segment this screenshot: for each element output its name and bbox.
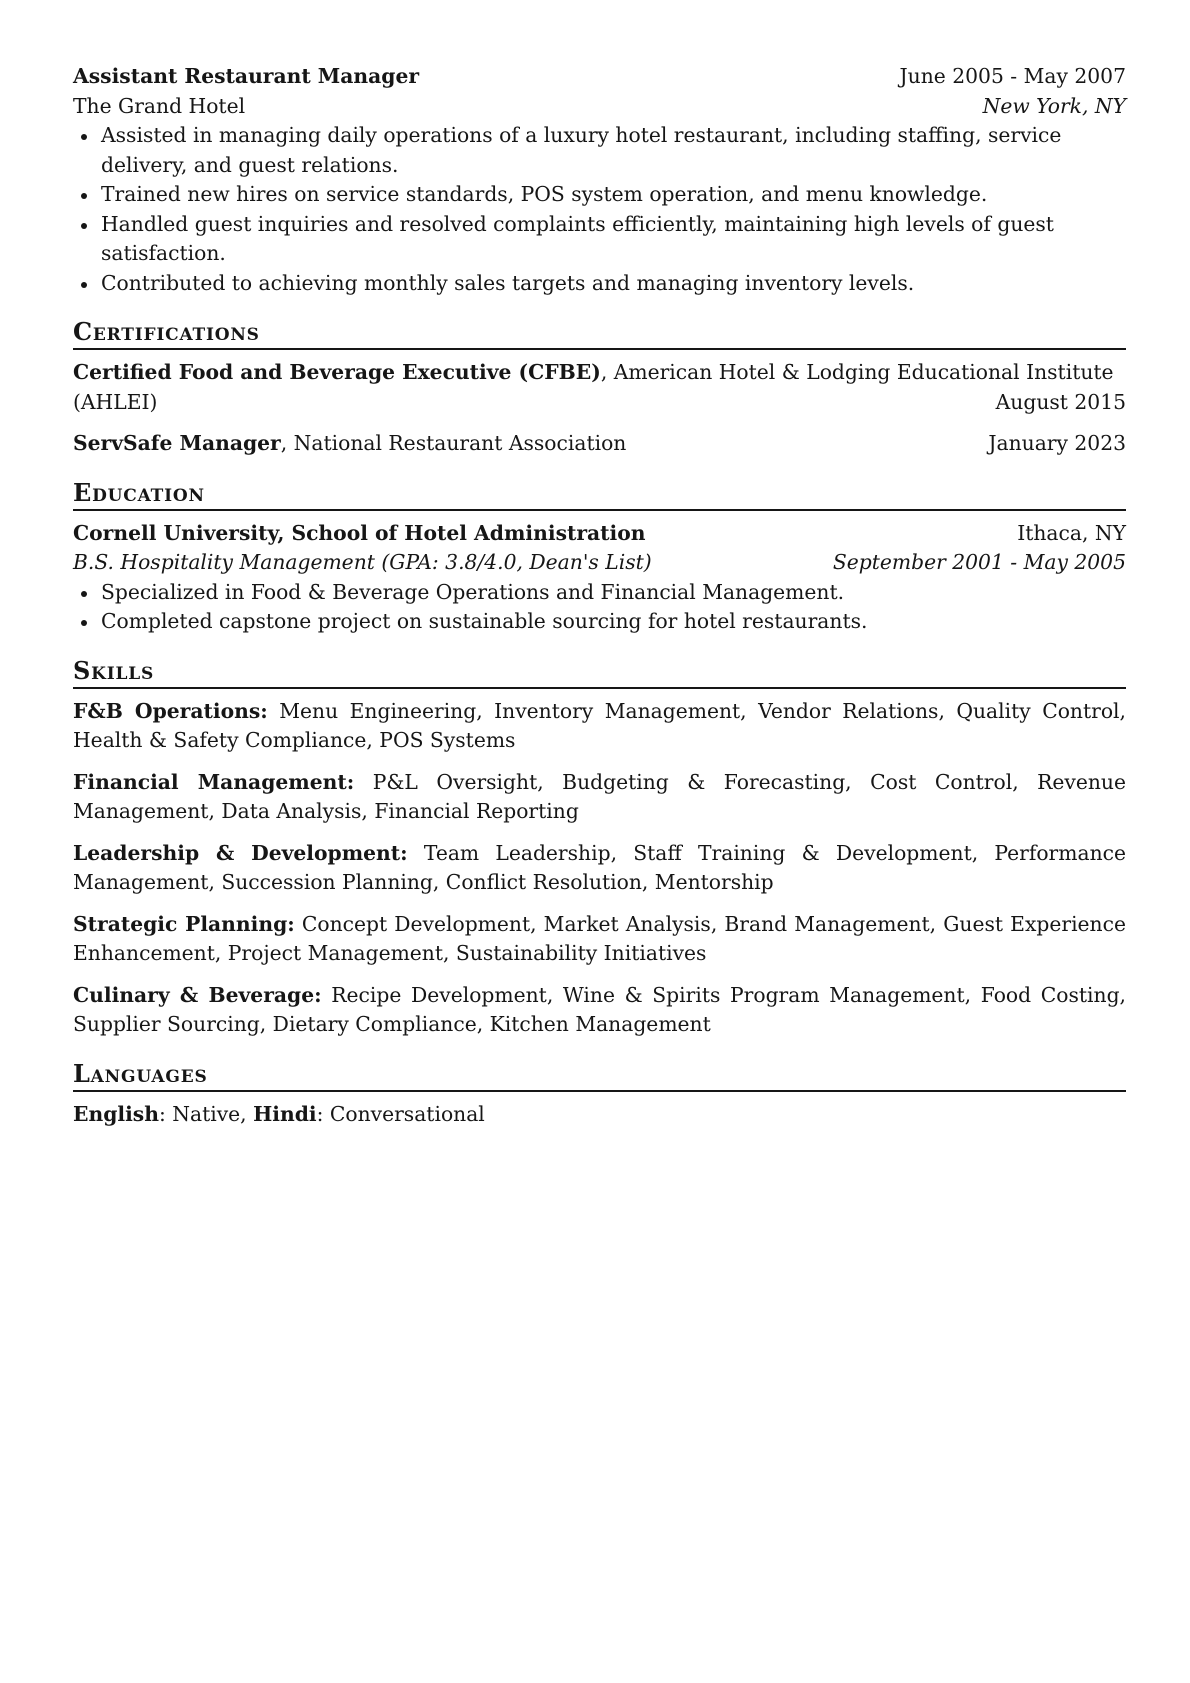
education-subheader — [73, 548, 1126, 578]
education-bullets — [73, 578, 1126, 637]
certification-name: Certified Food and Beverage Executive (CFBE) — [73, 360, 601, 384]
certification-line — [73, 358, 1126, 388]
education-header — [73, 519, 1126, 549]
skill-category: Financial Management: — [73, 769, 355, 794]
skill-line — [73, 981, 1126, 1040]
experience-entry — [73, 62, 1126, 298]
language-name: English — [73, 1101, 159, 1126]
section-heading-education: Education — [73, 479, 1126, 511]
skill-list: Menu Engineering, Inventory Management, Vendor Relations, Quality Control, Health & Safety Compliance, POS Systems — [73, 698, 1126, 752]
certification-issuer: , National Restaurant Association — [280, 431, 627, 455]
skill-line — [73, 697, 1126, 756]
certification-line — [73, 388, 1126, 418]
bullet-item: Completed capstone project on sustainable sourcing for hotel restaurants. — [73, 607, 1126, 637]
skill-list: P&L Oversight, Budgeting & Forecasting, Cost Control, Revenue Management, Data Analysis, Financial Reporting — [73, 769, 1126, 823]
language-name: Hindi — [253, 1101, 317, 1126]
section-heading-certifications: Certifications — [73, 318, 1126, 350]
skill-category: F&B Operations: — [73, 698, 268, 723]
skill-category: Strategic Planning: — [73, 911, 295, 936]
skill-line — [73, 839, 1126, 898]
experience-subheader — [73, 92, 1126, 122]
language-level: : Native, — [158, 1101, 254, 1126]
company-name: The Grand Hotel — [73, 93, 246, 118]
certification-date: August 2015 — [995, 389, 1126, 414]
bullet-item: Handled guest inquiries and resolved complaints efficiently, maintaining high levels of guest satisfaction. — [73, 210, 1126, 269]
skill-category: Leadership & Development: — [73, 840, 408, 865]
education-dates: September 2001 - May 2005 — [832, 550, 1126, 574]
skill-category: Culinary & Beverage: — [73, 982, 322, 1007]
experience-bullets — [73, 121, 1126, 298]
skill-list: Concept Development, Market Analysis, Brand Management, Guest Experience Enhancement, Project Management, Sustainability Initiatives — [73, 911, 1126, 965]
section-heading-languages: Languages — [73, 1060, 1126, 1092]
bullet-item: Contributed to achieving monthly sales targets and managing inventory levels. — [73, 269, 1126, 299]
skill-list: Team Leadership, Staff Training & Development, Performance Management, Succession Planning, Conflict Resolution, Mentorship — [73, 840, 1126, 894]
experience-header — [73, 62, 1126, 92]
skill-line — [73, 768, 1126, 827]
certification-name: ServSafe Manager — [73, 431, 281, 455]
certification-issuer-cont: (AHLEI) — [73, 389, 158, 414]
certification-date: January 2023 — [988, 431, 1126, 455]
resume-page — [73, 62, 1126, 1129]
skill-line — [73, 910, 1126, 969]
languages-line — [73, 1100, 1126, 1130]
job-title: Assistant Restaurant Manager — [73, 64, 420, 88]
certification-item — [73, 358, 1126, 417]
section-heading-skills: Skills — [73, 657, 1126, 689]
language-level: : Conversational — [316, 1101, 485, 1126]
certification-item — [73, 429, 1126, 459]
bullet-item: Assisted in managing daily operations of a luxury hotel restaurant, including staffing, service delivery, and guest relations. — [73, 121, 1126, 180]
certification-line — [73, 429, 626, 459]
bullet-item: Specialized in Food & Beverage Operations and Financial Management. — [73, 578, 1126, 608]
bullet-item: Trained new hires on service standards, POS system operation, and menu knowledge. — [73, 180, 1126, 210]
school-name: Cornell University, School of Hotel Administration — [73, 520, 646, 545]
education-entry — [73, 519, 1126, 637]
skill-list: Recipe Development, Wine & Spirits Program Management, Food Costing, Supplier Sourcing, Dietary Compliance, Kitchen Management — [73, 982, 1126, 1036]
school-location: Ithaca, NY — [1017, 520, 1126, 545]
degree: B.S. Hospitality Management (GPA: 3.8/4.0, Dean's List) — [73, 550, 652, 574]
job-location: New York, NY — [982, 93, 1126, 118]
job-dates: June 2005 - May 2007 — [899, 64, 1126, 88]
certification-issuer: , American Hotel & Lodging Educational Institute — [600, 360, 1114, 384]
